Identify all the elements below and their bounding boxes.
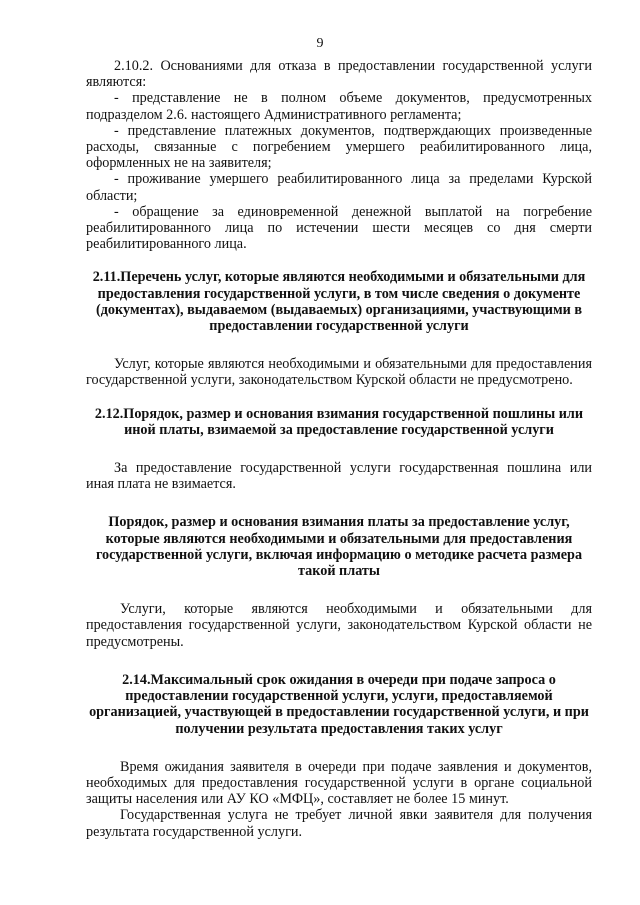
section-2-11-heading: 2.11.Перечень услуг, которые являются необходимыми и обязательными для предоставления государственной услуги, в том числе сведения о документе (документах), выдаваемом (выдаваемых) организациями, участвующими в предоставлении государственной услуги — [92, 269, 586, 335]
section-2-10-2-intro: 2.10.2. Основаниями для отказа в предоставлении государственной услуги являются: — [86, 58, 592, 91]
page-number: 9 — [316, 36, 324, 51]
refusal-ground-4: - обращение за единовременной денежной выплатой на погребение реабилитированного лица по истечении шести месяцев со дня смерти реабилитированного лица. — [86, 203, 592, 253]
section-2-11-text: Услуг, которые являются необходимыми и обязательными для предоставления государственной услуги, законодательством Курской области не предусмотрено. — [86, 356, 592, 389]
section-2-14-text-1: Время ожидания заявителя в очереди при подаче заявления и документов, необходимых для предоставления государственной услуги в органе социальной защиты населения или АУ КО «МФЦ», составляет не более 15 минут. — [86, 758, 592, 808]
section-2-12-text: За предоставление государственной услуги государственная пошлина или иная плата не взимается. — [86, 460, 592, 493]
section-2-13-heading: Порядок, размер и основания взимания платы за предоставление услуг, которые являются необходимыми и обязательными для предоставления государственной услуги, включая информацию о методике расчета размера такой платы — [95, 514, 583, 580]
refusal-ground-1: - представление не в полном объеме документов, предусмотренных подразделом 2.6. настоящего Административного регламента; — [86, 90, 592, 123]
section-2-13-text: Услуги, которые являются необходимыми и обязательными для предоставления государственной услуги, законодательством Курской области не предусмотрены. — [86, 601, 592, 650]
section-2-14-text-2: Государственная услуга не требует личной явки заявителя для получения результата государственной услуги. — [86, 807, 592, 840]
section-2-14-heading: 2.14.Максимальный срок ожидания в очереди при подаче запроса о предоставлении государственной услуги, услуги, предоставляемой организацией, участвующей в предоставлении государственной услуги, и при получении результата предоставления таких услуг — [89, 671, 589, 737]
refusal-ground-2: - представление платежных документов, подтверждающих произведенные расходы, связанные с погребением умершего реабилитированного лица, оформленных не на заявителя; — [86, 122, 592, 172]
page-content — [86, 58, 592, 840]
refusal-ground-3: - проживание умершего реабилитированного лица за пределами Курской области; — [86, 171, 592, 204]
section-2-12-heading: 2.12.Порядок, размер и основания взимания государственной пошлины или иной платы, взимаемой за предоставление государственной услуги — [94, 405, 584, 438]
